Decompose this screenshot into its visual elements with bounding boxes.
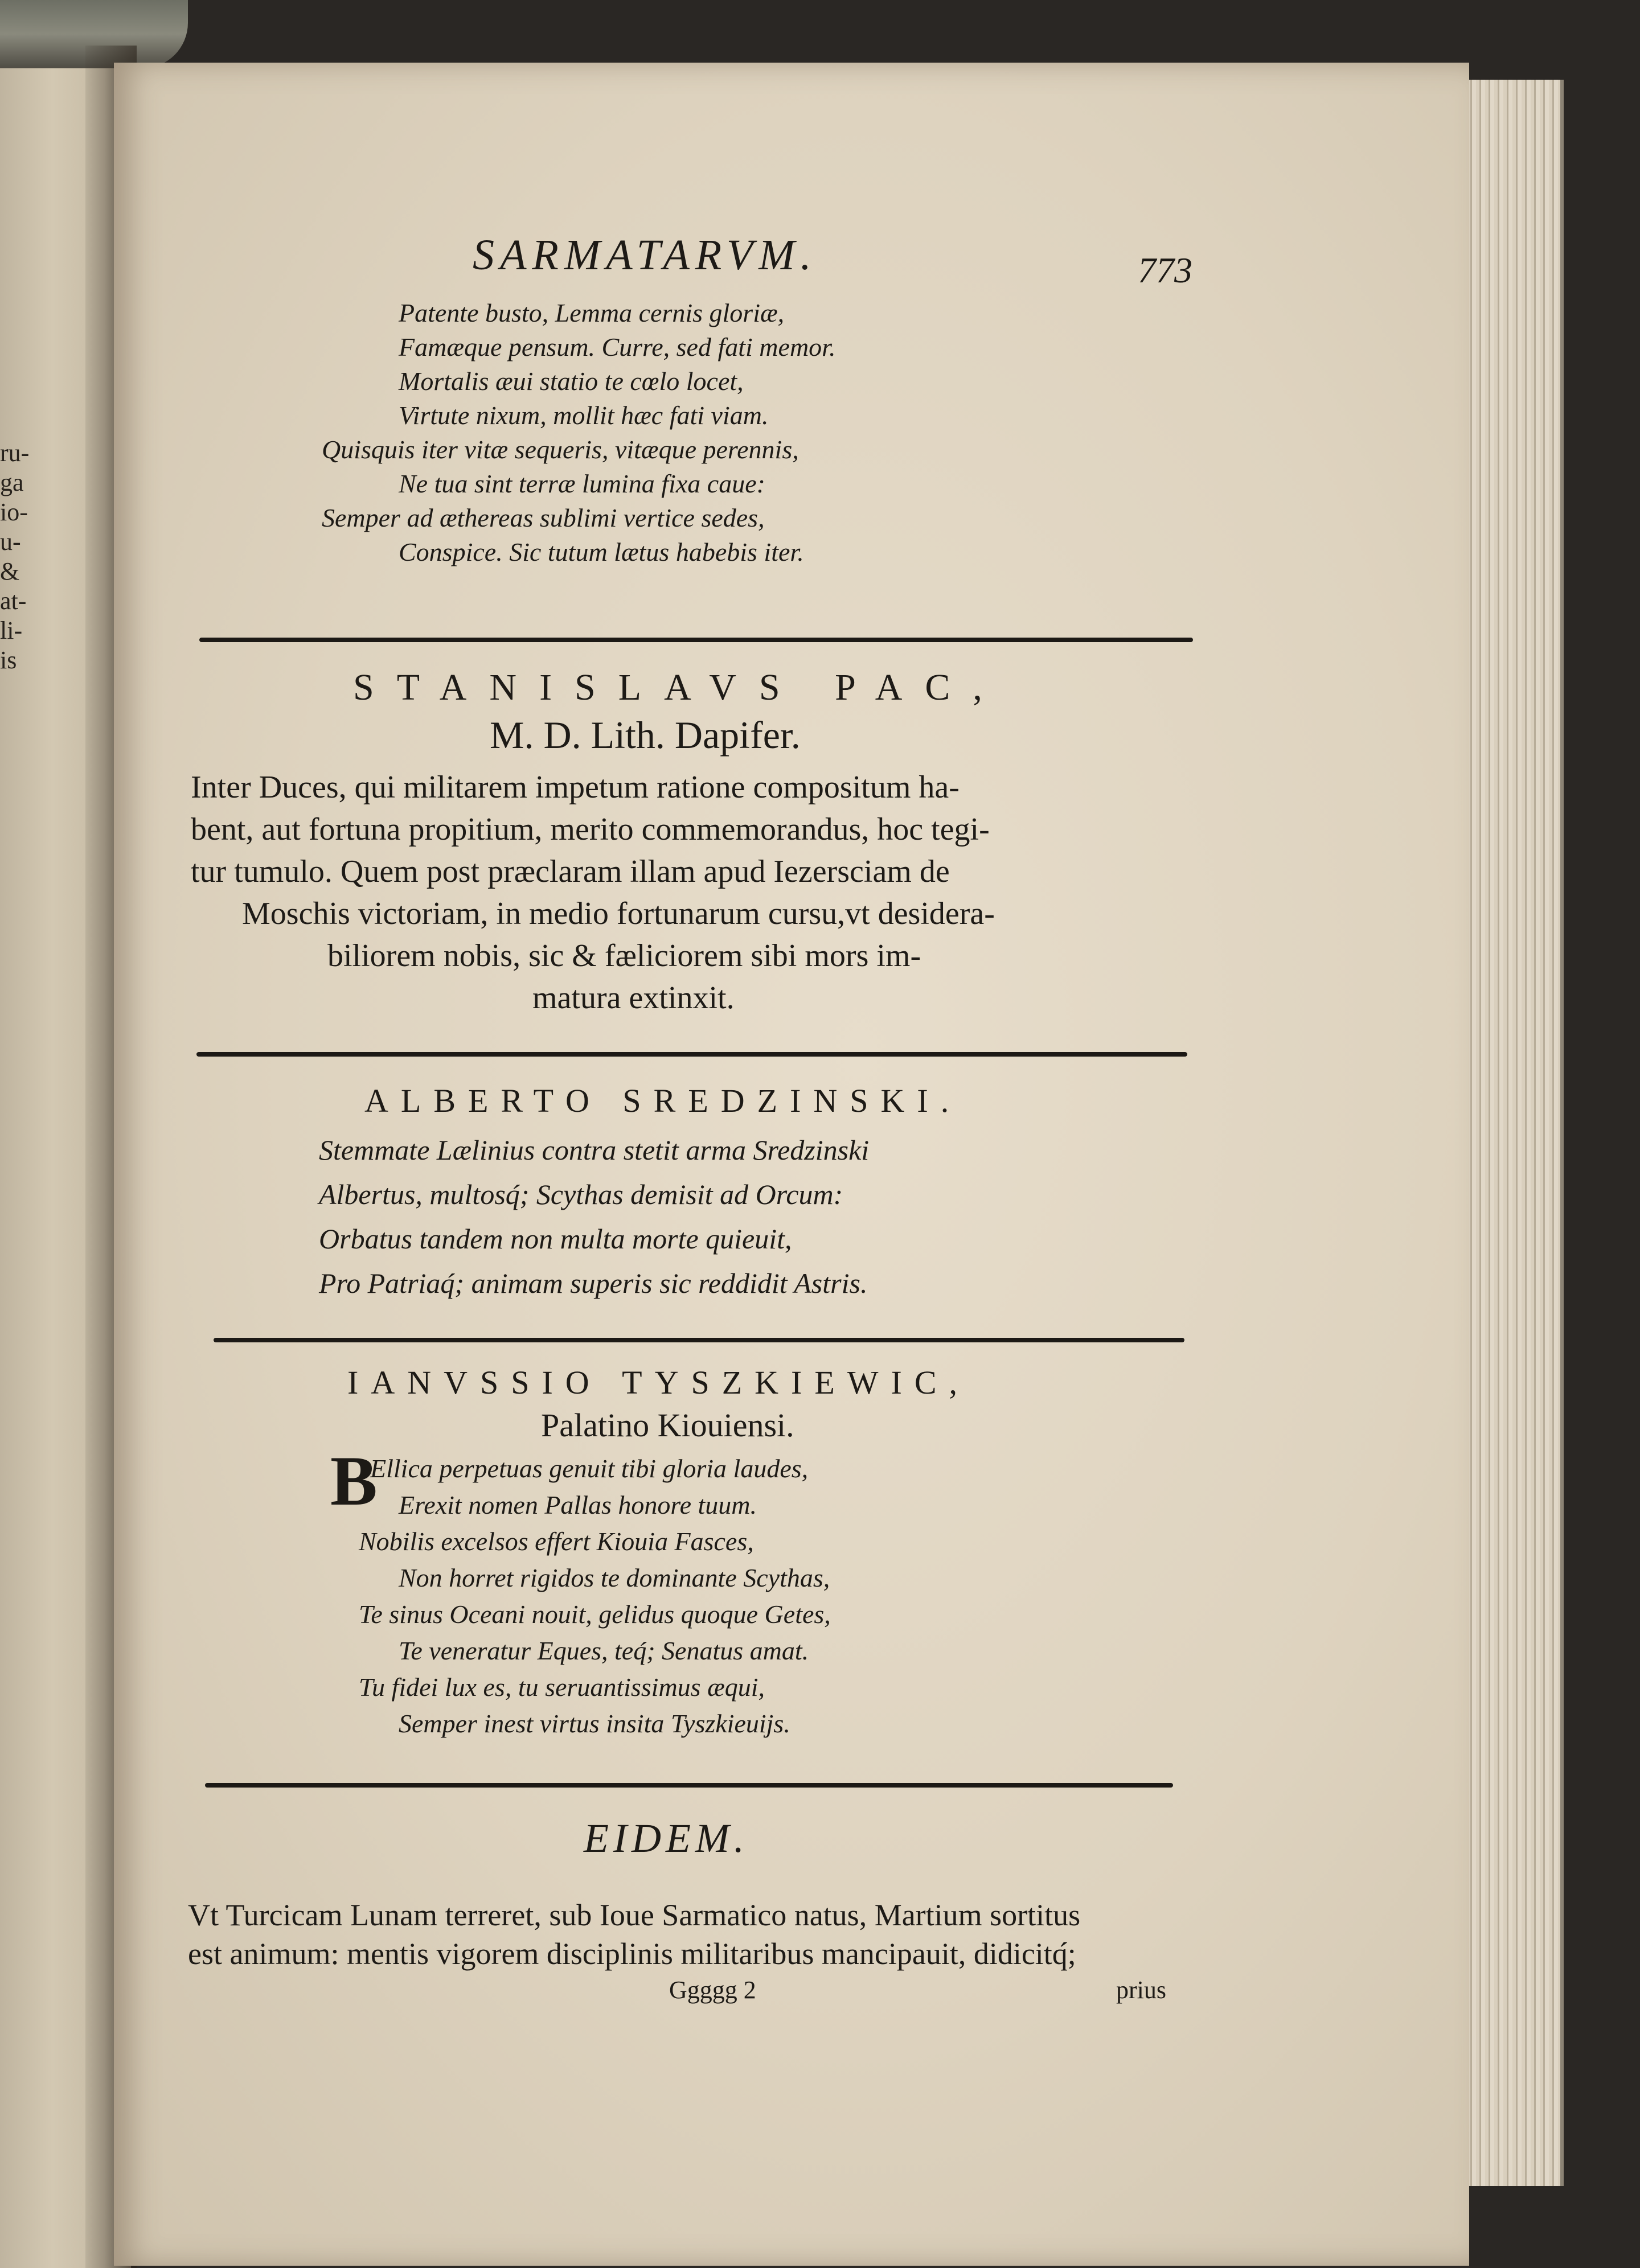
- fragment: ga: [0, 469, 24, 496]
- verse-line: Nobilis excelsos effert Kiouia Fasces,: [359, 1527, 754, 1556]
- section-rule: [196, 1052, 1187, 1057]
- verse-line: Pro Patriaq́; animam superis sic reddidit Astris.: [319, 1267, 868, 1299]
- poem1-line: Quisquis iter vitæ sequeris, vitæque perennis,: [322, 435, 799, 464]
- verse-line: Erexit nomen Pallas honore tuum.: [399, 1490, 757, 1519]
- poem1-line: Mortalis æui statio te cœlo locet,: [399, 367, 744, 396]
- verse-line: Te veneratur Eques, teq́; Senatus amat.: [399, 1636, 809, 1665]
- prose-line: biliorem nobis, sic & fæliciorem sibi mors im-: [327, 938, 921, 973]
- poem1-line: Semper ad æthereas sublimi vertice sedes,: [322, 503, 765, 532]
- verse-line: Albertus, multosq́; Scythas demisit ad Orcum:: [319, 1178, 843, 1210]
- left-page-text-fragments: [0, 438, 40, 675]
- verse-line: Te sinus Oceani nouit, gelidus quoque Getes,: [359, 1600, 831, 1629]
- fragment: is: [0, 646, 17, 674]
- section-rule: [205, 1783, 1173, 1788]
- fragment: li-: [0, 617, 23, 644]
- signature-mark: Ggggg 2: [669, 1976, 756, 2004]
- fragment: u-: [0, 528, 21, 556]
- running-head: SARMATARVM.: [473, 231, 817, 279]
- prose-line: Vt Turcicam Lunam terreret, sub Ioue Sarmatico natus, Martium sortitus: [188, 1898, 1081, 1932]
- poem1-line: Famæque pensum. Curre, sed fati memor.: [399, 332, 836, 361]
- prose-line: Moschis victoriam, in medio fortunarum cursu,vt desidera-: [242, 896, 995, 931]
- section-rule: [214, 1338, 1184, 1342]
- prose-line: bent, aut fortuna propitium, merito commemorandus, hoc tegi-: [191, 812, 990, 847]
- poem1-line: Conspice. Sic tutum lætus habebis iter.: [399, 537, 804, 566]
- drop-cap: B: [330, 1442, 378, 1520]
- heading-eidem: EIDEM.: [584, 1815, 749, 1861]
- prose-line: tur tumulo. Quem post præclaram illam apud Iezersciam de: [191, 854, 950, 889]
- fragment: io-: [0, 498, 28, 526]
- heading-stanislaus-pac: STANISLAVS PAC,: [353, 667, 1005, 708]
- fragment: &: [0, 557, 20, 585]
- title-dapifer: M. D. Lith. Dapifer.: [490, 713, 801, 757]
- poem1-line: Ne tua sint terræ lumina fixa caue:: [399, 469, 765, 498]
- section-rule: [199, 638, 1193, 642]
- prose-line: Inter Duces, qui militarem impetum ratione compositum ha-: [191, 770, 960, 805]
- poem1-line: Patente busto, Lemma cernis gloriæ,: [399, 298, 785, 327]
- page-number: 773: [1138, 250, 1192, 290]
- page-stack-edges: [1458, 80, 1564, 2186]
- verse-line: Orbatus tandem non multa morte quieuit,: [319, 1223, 792, 1255]
- poem1-line: Virtute nixum, mollit hæc fati viam.: [399, 401, 769, 430]
- heading-alberto-sredzinski: ALBERTO SREDZINSKI.: [364, 1082, 962, 1119]
- title-palatino: Palatino Kiouiensi.: [541, 1407, 794, 1444]
- prose-line: est animum: mentis vigorem disciplinis militaribus mancipauit, didicitq́;: [188, 1937, 1076, 1971]
- fragment: at-: [0, 587, 27, 615]
- verse-line: Stemmate Lælinius contra stetit arma Sredzinski: [319, 1134, 870, 1166]
- fragment: ru-: [0, 439, 30, 467]
- verse-line: Tu fidei lux es, tu seruantissimus æqui,: [359, 1673, 765, 1702]
- catchword: prius: [1116, 1976, 1166, 2004]
- verse-line: Non horret rigidos te dominante Scythas,: [399, 1563, 830, 1592]
- verse-line: Ellica perpetuas genuit tibi gloria laudes,: [370, 1454, 809, 1483]
- prose-line: matura extinxit.: [532, 980, 735, 1016]
- heading-ianussio-tyszkiewic: IANVSSIO TYSZKIEWIC,: [347, 1364, 970, 1401]
- verse-line: Semper inest virtus insita Tyszkieuijs.: [399, 1709, 790, 1738]
